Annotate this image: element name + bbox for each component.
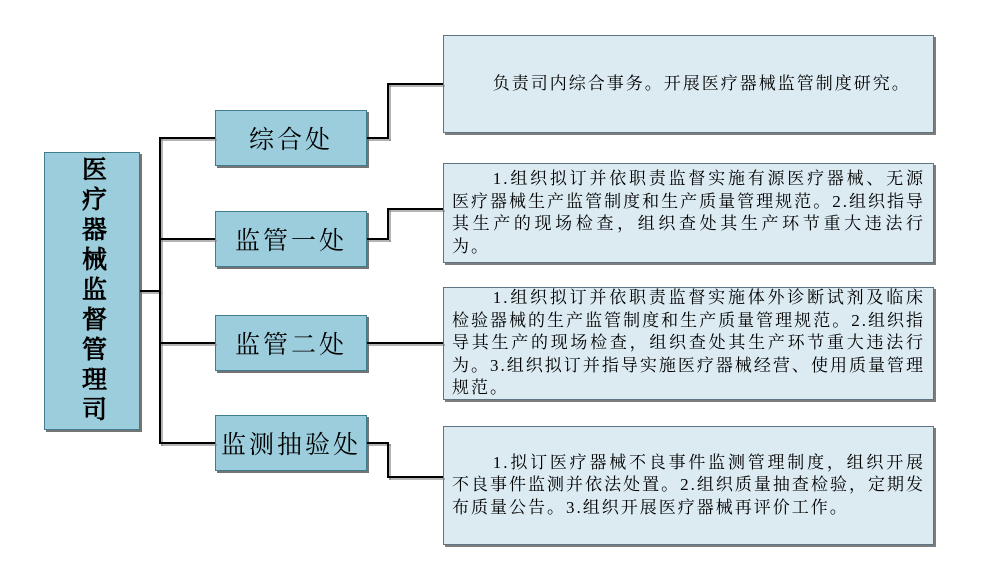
- connector-division-1-to-description-h1: [367, 238, 389, 240]
- connector-trunk-to-supervision-division-1: [159, 238, 215, 240]
- connector-trunk-to-supervision-division-2: [159, 342, 215, 344]
- branch-node-label: 监管二处: [234, 332, 347, 359]
- description-text: 1.组织拟订并依职责监督实施体外诊断试剂及临床检验器械的生产监管制度和生产质量管理规范。2.组织指导其生产的现场检查，组织查处其生产环节重大违法行为。3.组织拟订并指导实施医疗器械经营、使用质量管理规范。: [452, 288, 925, 398]
- branch-node-label: 监管一处: [234, 228, 347, 255]
- connector-division-1-to-description-h2: [387, 208, 443, 210]
- branch-node-supervision-division-1: [215, 211, 367, 267]
- connector-general-office-to-description-h2: [387, 83, 443, 85]
- connector-general-office-to-description-h1: [367, 137, 389, 139]
- connector-general-office-to-description-v: [387, 83, 389, 139]
- branch-node-label: 监测抽验处: [220, 432, 361, 459]
- connector-root-stub: [140, 290, 160, 292]
- branch-node-general-office: [215, 110, 367, 166]
- branch-node-supervision-division-2: [215, 315, 367, 371]
- branch-node-monitoring-sampling-division: [215, 415, 367, 471]
- connector-trunk: [159, 137, 161, 444]
- root-node-label: 医疗器械监督管理司: [78, 156, 106, 426]
- branch-node-label: 综合处: [248, 127, 333, 154]
- connector-monitoring-division-to-description-h2: [387, 476, 443, 478]
- connector-division-2-to-description: [367, 342, 443, 344]
- description-box-monitoring-sampling-division: [443, 426, 934, 545]
- description-box-general-office: [443, 35, 934, 133]
- connector-trunk-to-general-office: [159, 137, 215, 139]
- description-text: 1.拟订医疗器械不良事件监测管理制度，组织开展不良事件监测并依法处置。2.组织质量抽查检验，定期发布质量公告。3.组织开展医疗器械再评价工作。: [452, 452, 925, 517]
- description-text: 负责司内综合事务。开展医疗器械监管制度研究。: [492, 73, 911, 93]
- description-text: 1.组织拟订并依职责监督实施有源医疗器械、无源医疗器械生产监管制度和生产质量管理规范。2.组织指导其生产的现场检查，组织查处其生产环节重大违法行为。: [452, 169, 925, 256]
- description-box-supervision-division-2: [443, 287, 934, 400]
- root-node-medical-device-supervision-dept: [44, 152, 140, 430]
- connector-monitoring-division-to-description-v: [387, 442, 389, 478]
- description-box-supervision-division-1: [443, 163, 934, 263]
- connector-trunk-to-monitoring-sampling-division: [159, 442, 215, 444]
- connector-monitoring-division-to-description-h1: [367, 442, 389, 444]
- connector-division-1-to-description-v: [387, 208, 389, 240]
